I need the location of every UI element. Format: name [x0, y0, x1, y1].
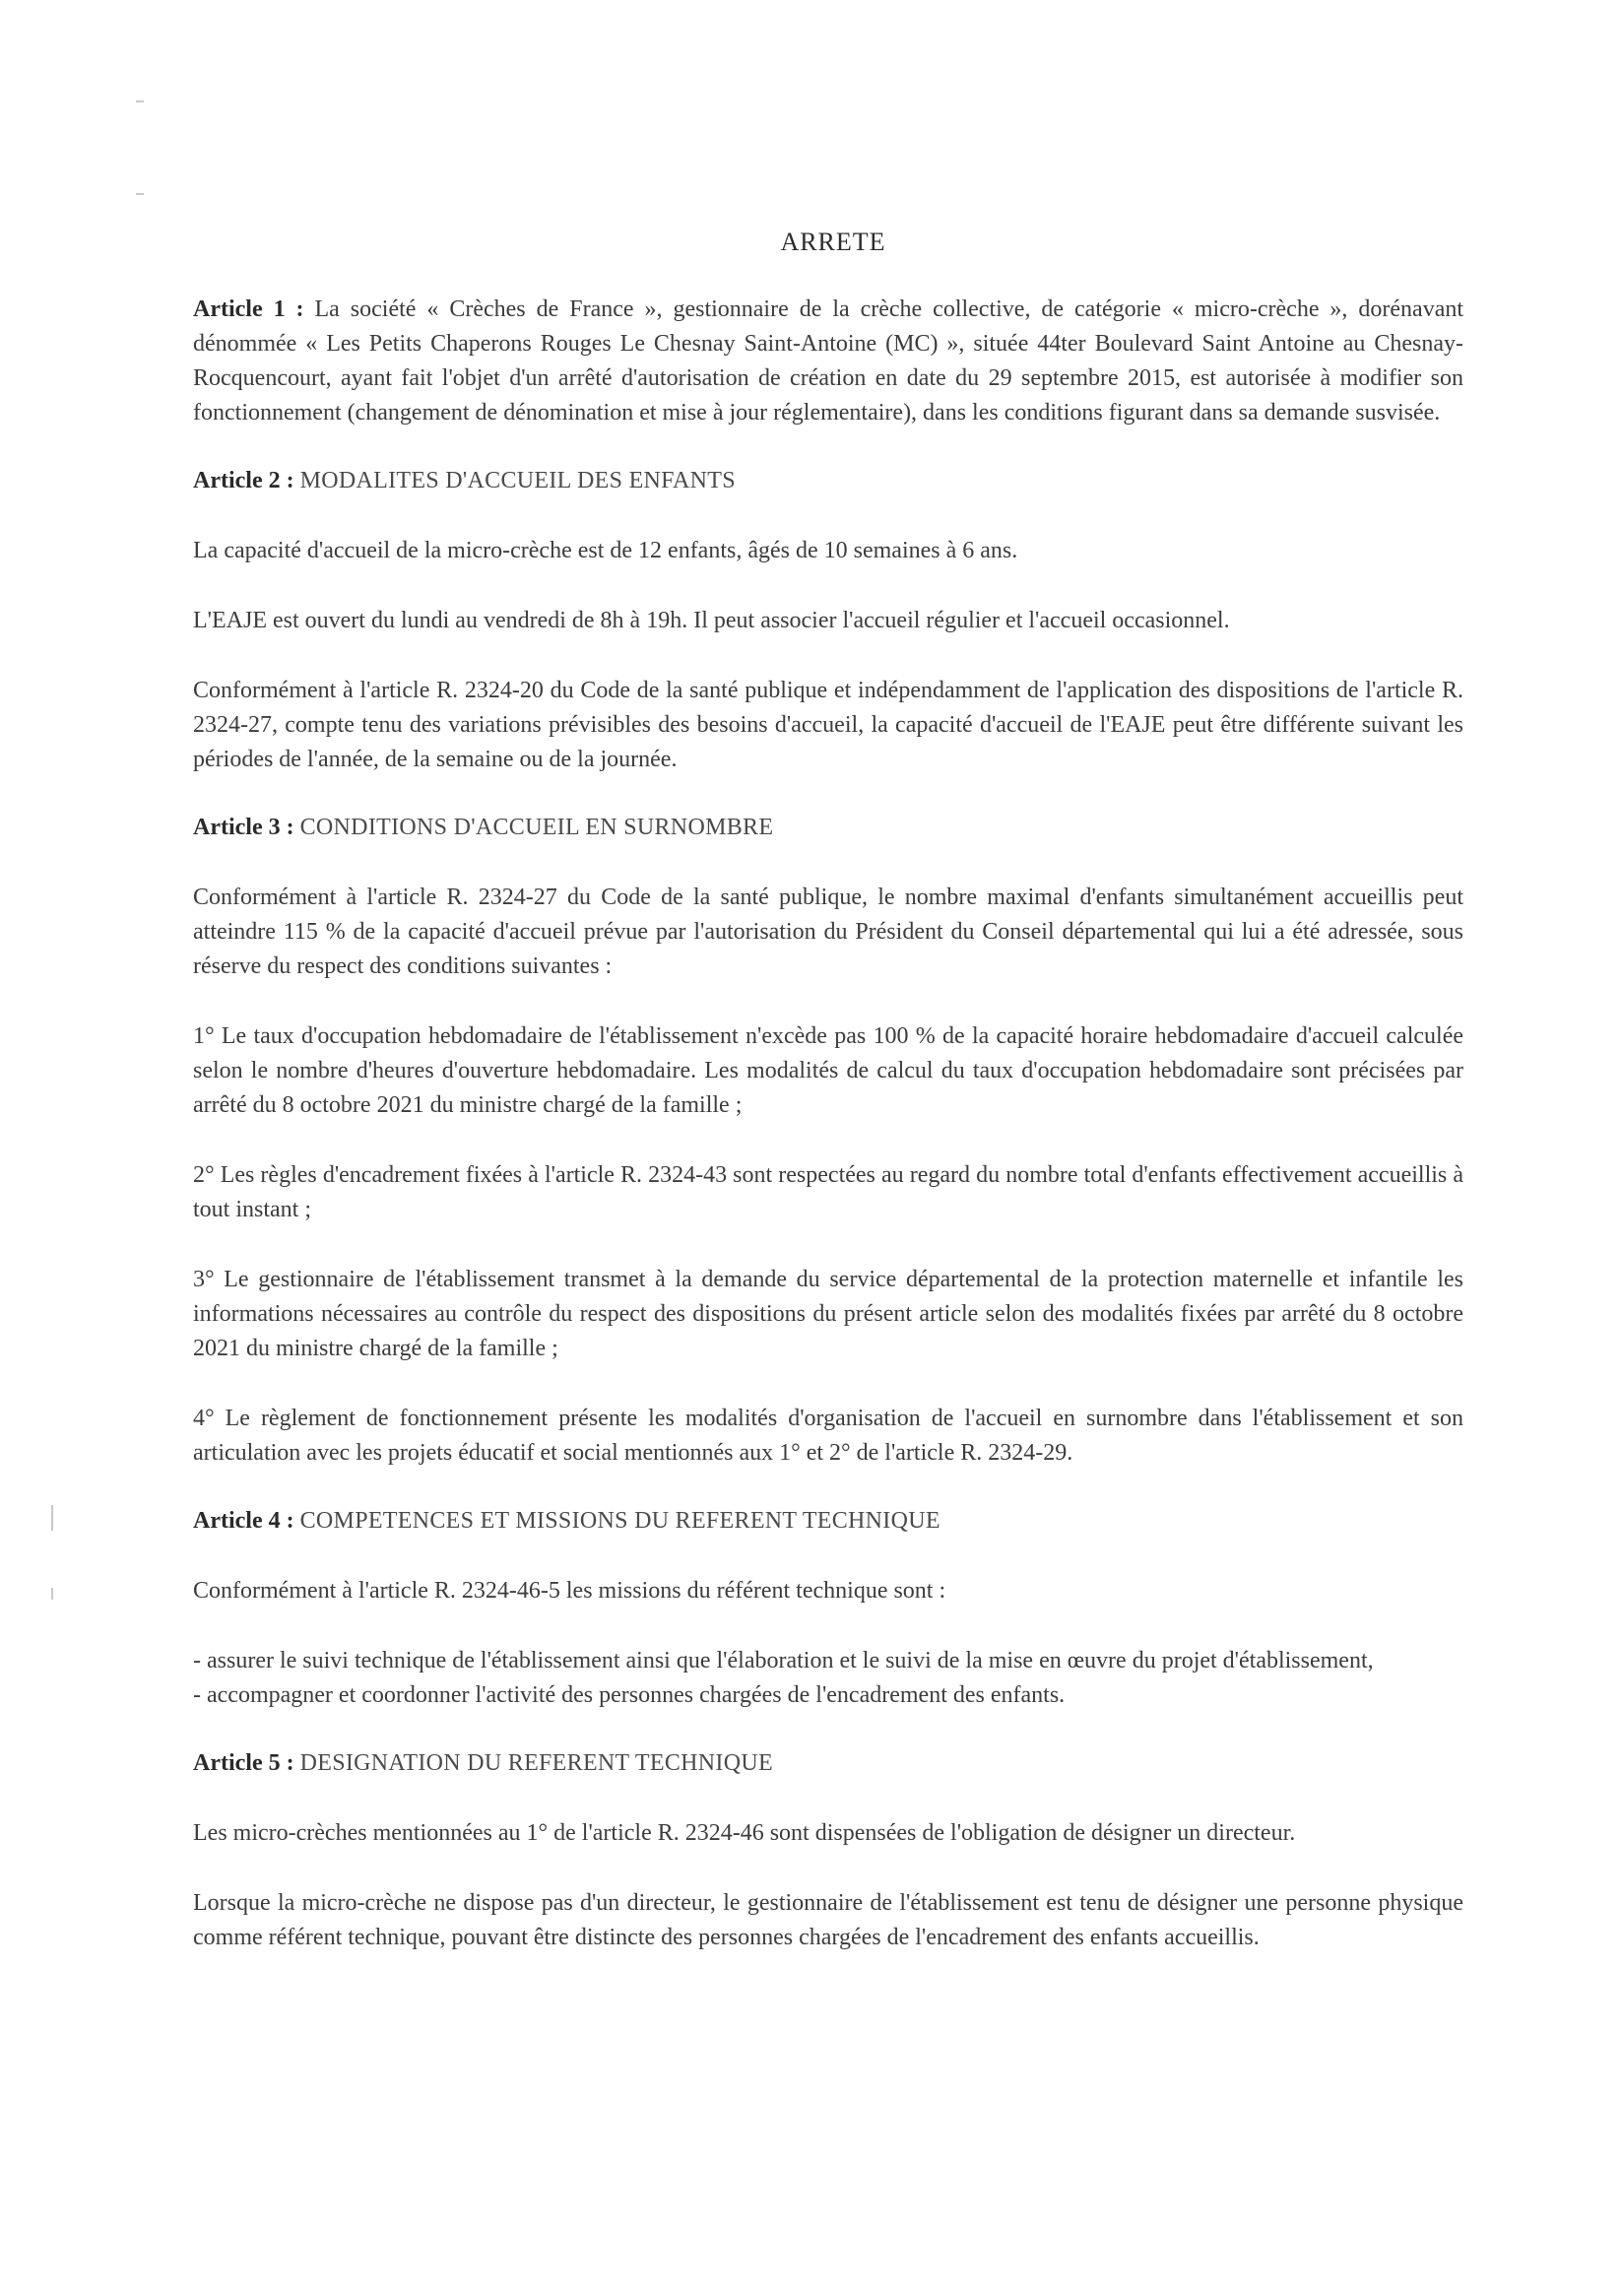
article-4-mission-2: - accompagner et coordonner l'activité des personnes chargées de l'encadrement des enfants. [193, 1682, 1066, 1708]
article-4-heading [193, 1504, 1463, 1539]
article-3-paragraph: Conformément à l'article R. 2324-27 du Code de la santé publique, le nombre maximal d'enfants simultanément accueillis peut atteindre 115 % de la capacité d'accueil prévue par l'autorisation du Président du Conseil départemental qui lui a été adressée, sous réserve du respect des conditions suivantes : [193, 885, 1463, 979]
article-4-label: Article 4 : [193, 1508, 294, 1534]
article-4 [193, 1504, 1463, 1713]
article-3-condition-3: 3° Le gestionnaire de l'établissement transmet à la demande du service départemental de la protection maternelle et infantile les informations nécessaires au contrôle du respect des dispositions du présent article selon des modalités fixées par arrêté du 8 octobre 2021 du ministre chargé de la famille ; [193, 1267, 1463, 1361]
article-5-paragraph: Lorsque la micro-crèche ne dispose pas d'un directeur, le gestionnaire de l'établissement est tenu de désigner une personne physique comme référent technique, pouvant être distincte des personnes chargées de l'encadrement des enfants accueillis. [193, 1890, 1463, 1950]
article-5 [193, 1746, 1463, 1955]
article-3-title: CONDITIONS D'ACCUEIL EN SURNOMBRE [299, 815, 774, 840]
article-1-label: Article 1 : [193, 296, 304, 322]
article-5-title: DESIGNATION DU REFERENT TECHNIQUE [299, 1750, 773, 1776]
article-3-heading [193, 811, 1463, 845]
article-3-condition-2: 2° Les règles d'encadrement fixées à l'article R. 2324-43 sont respectées au regard du nombre total d'enfants effectivement accueillis à tout instant ; [193, 1162, 1463, 1222]
scan-artifact [51, 1505, 53, 1531]
article-2-heading [193, 464, 1463, 498]
article-2-title: MODALITES D'ACCUEIL DES ENFANTS [299, 468, 736, 493]
scan-artifact [51, 1588, 53, 1600]
article-2-paragraph: L'EAJE est ouvert du lundi au vendredi de 8h à 19h. Il peut associer l'accueil régulier et l'accueil occasionnel. [193, 608, 1230, 633]
scan-artifact [136, 100, 144, 102]
article-5-label: Article 5 : [193, 1750, 294, 1776]
article-4-mission-1: - assurer le suivi technique de l'établissement ainsi que l'élaboration et le suivi de la mise en œuvre du projet d'établissement, [193, 1648, 1374, 1673]
article-3-condition-1: 1° Le taux d'occupation hebdomadaire de l'établissement n'excède pas 100 % de la capacité horaire hebdomadaire d'accueil calculée selon le nombre d'heures d'ouverture hebdomadaire. Les modalités de calcul du taux d'occupation hebdomadaire sont précisées par arrêté du 8 octobre 2021 du ministre chargé de la famille ; [193, 1023, 1463, 1118]
scan-artifact [136, 193, 144, 195]
document-body [193, 225, 1463, 1955]
article-2 [193, 464, 1463, 777]
article-3-condition-4: 4° Le règlement de fonctionnement présente les modalités d'organisation de l'accueil en surnombre dans l'établissement et son articulation avec les projets éducatif et social mentionnés aux 1° et 2° de l'article R. 2324-29. [193, 1406, 1463, 1466]
article-4-title: COMPETENCES ET MISSIONS DU REFERENT TECHNIQUE [299, 1508, 940, 1534]
article-2-paragraph: Conformément à l'article R. 2324-20 du Code de la santé publique et indépendamment de l'application des dispositions de l'article R. 2324-27, compte tenu des variations prévisibles des besoins d'accueil, la capacité d'accueil de l'EAJE peut être différente suivant les périodes de l'année, de la semaine ou de la journée. [193, 678, 1463, 772]
article-2-paragraph: La capacité d'accueil de la micro-crèche est de 12 enfants, âgés de 10 semaines à 6 ans. [193, 538, 1018, 563]
article-4-paragraph: Conformément à l'article R. 2324-46-5 les missions du référent technique sont : [193, 1578, 946, 1604]
article-2-label: Article 2 : [193, 468, 294, 493]
article-5-heading [193, 1746, 1463, 1781]
article-3 [193, 811, 1463, 1471]
document-title: ARRETE [780, 228, 886, 256]
article-1-body: La société « Crèches de France », gestionnaire de la crèche collective, de catégorie « micro-crèche », dorénavant dénommée « Les Petits Chaperons Rouges Le Chesnay Saint-Antoine (MC) », située 44ter Boulevard Saint Antoine au Chesnay-Rocquencourt, ayant fait l'objet d'un arrêté d'autorisation de création en date du 29 septembre 2015, est autorisée à modifier son fonctionnement (changement de dénomination et mise à jour réglementaire), dans les conditions figurant dans sa demande susvisée. [193, 296, 1464, 426]
article-1 [193, 293, 1463, 430]
article-1-text [193, 293, 1463, 430]
article-3-label: Article 3 : [193, 815, 294, 840]
article-5-paragraph: Les micro-crèches mentionnées au 1° de l'article R. 2324-46 sont dispensées de l'obligation de désigner un directeur. [193, 1820, 1296, 1846]
